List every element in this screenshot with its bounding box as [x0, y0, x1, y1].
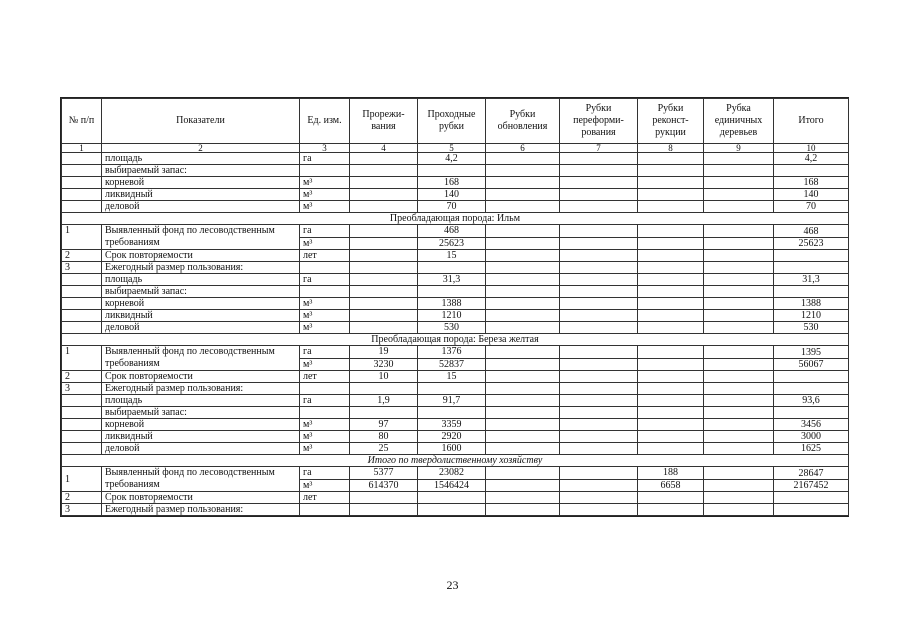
row-label: выбираемый запас:	[102, 165, 300, 177]
table-row	[62, 467, 849, 480]
table-row	[62, 153, 849, 165]
row-unit: м³	[300, 443, 350, 455]
row-number: 2	[62, 250, 102, 262]
cell-value: 614370	[350, 479, 418, 492]
row-label: Ежегодный размер пользования:	[102, 262, 300, 274]
row-number: 1	[62, 467, 102, 492]
row-label: выбираемый запас:	[102, 407, 300, 419]
cell-value: 1546424	[418, 479, 486, 492]
col-number: 3	[300, 144, 350, 153]
table-row	[62, 346, 849, 359]
row-label: деловой	[102, 322, 300, 334]
column-number-row	[62, 144, 849, 153]
cell-value: 97	[350, 419, 418, 431]
table-row	[62, 262, 849, 274]
row-unit: га	[300, 395, 350, 407]
cell-value: 140	[418, 189, 486, 201]
table-row	[62, 201, 849, 213]
col-number: 7	[560, 144, 638, 153]
table-row	[62, 322, 849, 334]
cell-total: 70	[774, 201, 849, 213]
row-unit: лет	[300, 371, 350, 383]
cell-value: 15	[418, 371, 486, 383]
cell-value: 3230	[350, 358, 418, 371]
row-unit: га	[300, 467, 350, 480]
row-unit: м³	[300, 177, 350, 189]
page-number: 23	[446, 578, 459, 592]
row-unit: м³	[300, 189, 350, 201]
col-number: 8	[638, 144, 704, 153]
col-number: 2	[102, 144, 300, 153]
cell-total: 31,3	[774, 274, 849, 286]
row-number: 2	[62, 371, 102, 383]
section-header-row	[62, 455, 849, 467]
row-unit: м³	[300, 419, 350, 431]
section-header-row	[62, 213, 849, 225]
header-thinning: Прорежи-вания	[350, 99, 418, 144]
cell-value: 80	[350, 431, 418, 443]
table-row	[62, 492, 849, 504]
row-unit: м³	[300, 298, 350, 310]
cell-value: 10	[350, 371, 418, 383]
cell-value: 3359	[418, 419, 486, 431]
row-unit: лет	[300, 492, 350, 504]
cell-value: 52837	[418, 358, 486, 371]
row-unit: м³	[300, 322, 350, 334]
section-title-ilm: Преобладающая порода: Ильм	[62, 213, 849, 225]
row-number: 3	[62, 383, 102, 395]
row-label: Срок повторяемости	[102, 250, 300, 262]
cell-value: 1388	[418, 298, 486, 310]
row-label: Выявленный фонд по лесоводственным требованиям	[102, 225, 300, 250]
cell-value: 1600	[418, 443, 486, 455]
row-label: Срок повторяемости	[102, 371, 300, 383]
cell-total: 3000	[774, 431, 849, 443]
table-row	[62, 189, 849, 201]
table-row	[62, 274, 849, 286]
cell-value: 1,9	[350, 395, 418, 407]
cell-total: 468	[774, 225, 849, 238]
table-row	[62, 419, 849, 431]
table-row	[62, 443, 849, 455]
header-single-tree-cuts: Рубка единичных деревьев	[704, 99, 774, 144]
row-number: 3	[62, 262, 102, 274]
header-reconstruction-cuts: Рубки реконст-рукции	[638, 99, 704, 144]
table-row	[62, 250, 849, 262]
table-row	[62, 177, 849, 189]
cell-value: 15	[418, 250, 486, 262]
table-header-row	[62, 99, 849, 144]
row-unit: га	[300, 274, 350, 286]
cell-value: 25	[350, 443, 418, 455]
col-number: 4	[350, 144, 418, 153]
table-row	[62, 298, 849, 310]
table-row	[62, 310, 849, 322]
table-row	[62, 286, 849, 298]
cell-total: 1625	[774, 443, 849, 455]
cell-value: 2920	[418, 431, 486, 443]
cell-value: 6658	[638, 479, 704, 492]
row-label: ликвидный	[102, 431, 300, 443]
cell-total: 25623	[774, 237, 849, 250]
table-row	[62, 504, 849, 516]
row-number: 1	[62, 225, 102, 250]
row-label: площадь	[102, 274, 300, 286]
table-row	[62, 225, 849, 238]
cell-value: 25623	[418, 237, 486, 250]
table-row	[62, 383, 849, 395]
row-unit: га	[300, 153, 350, 165]
row-label: ликвидный	[102, 310, 300, 322]
col-number: 1	[62, 144, 102, 153]
row-unit: м³	[300, 201, 350, 213]
row-unit: га	[300, 346, 350, 359]
section-title-birch: Преобладающая порода: Береза желтая	[62, 334, 849, 346]
cell-total: 2167452	[774, 479, 849, 492]
row-unit: м³	[300, 479, 350, 492]
cell-total: 1388	[774, 298, 849, 310]
cell-total: 93,6	[774, 395, 849, 407]
row-unit: лет	[300, 250, 350, 262]
row-unit: га	[300, 225, 350, 238]
row-number: 1	[62, 346, 102, 371]
row-label: деловой	[102, 443, 300, 455]
header-renewal-cuts: Рубки обновления	[486, 99, 560, 144]
col-number: 6	[486, 144, 560, 153]
cell-value: 23082	[418, 467, 486, 480]
row-label: площадь	[102, 153, 300, 165]
cell-value: 70	[418, 201, 486, 213]
cell-value: 91,7	[418, 395, 486, 407]
table-row	[62, 407, 849, 419]
table-row	[62, 165, 849, 177]
header-total: Итого	[774, 99, 849, 144]
table-row	[62, 371, 849, 383]
row-label: Выявленный фонд по лесоводственным требованиям	[102, 346, 300, 371]
row-number: 3	[62, 504, 102, 516]
forest-use-table-container	[60, 97, 849, 517]
cell-value: 19	[350, 346, 418, 359]
row-label: выбираемый запас:	[102, 286, 300, 298]
row-label: Ежегодный размер пользования:	[102, 383, 300, 395]
table-row	[62, 395, 849, 407]
row-label: площадь	[102, 395, 300, 407]
row-unit: м³	[300, 237, 350, 250]
row-label: корневой	[102, 177, 300, 189]
cell-total: 4,2	[774, 153, 849, 165]
row-label: Ежегодный размер пользования:	[102, 504, 300, 516]
cell-total: 168	[774, 177, 849, 189]
row-unit: м³	[300, 358, 350, 371]
cell-total: 1395	[774, 346, 849, 359]
row-unit: м³	[300, 431, 350, 443]
cell-total: 3456	[774, 419, 849, 431]
cell-value: 31,3	[418, 274, 486, 286]
section-header-row	[62, 334, 849, 346]
cell-value: 168	[418, 177, 486, 189]
row-label: корневой	[102, 419, 300, 431]
cell-value: 188	[638, 467, 704, 480]
cell-total: 530	[774, 322, 849, 334]
cell-value: 468	[418, 225, 486, 238]
cell-value: 530	[418, 322, 486, 334]
cell-total: 56067	[774, 358, 849, 371]
cell-value: 1376	[418, 346, 486, 359]
cell-total: 1210	[774, 310, 849, 322]
cell-value: 1210	[418, 310, 486, 322]
col-number: 5	[418, 144, 486, 153]
header-passing-cuts: Проходные рубки	[418, 99, 486, 144]
header-num: № п/п	[62, 99, 102, 144]
section-title-hardwood: Итого по твердолиственному хозяйству	[62, 455, 849, 467]
cell-value: 5377	[350, 467, 418, 480]
row-label: корневой	[102, 298, 300, 310]
forest-use-table	[61, 98, 849, 516]
header-reformation-cuts: Рубки переформи-рования	[560, 99, 638, 144]
header-unit: Ед. изм.	[300, 99, 350, 144]
table-row	[62, 431, 849, 443]
cell-value: 4,2	[418, 153, 486, 165]
col-number: 10	[774, 144, 849, 153]
col-number: 9	[704, 144, 774, 153]
cell-total: 28647	[774, 467, 849, 480]
cell-total: 140	[774, 189, 849, 201]
row-label: Выявленный фонд по лесоводственным требованиям	[102, 467, 300, 492]
header-indicators: Показатели	[102, 99, 300, 144]
row-number: 2	[62, 492, 102, 504]
row-unit: м³	[300, 310, 350, 322]
row-label: ликвидный	[102, 189, 300, 201]
row-label: Срок повторяемости	[102, 492, 300, 504]
row-label: деловой	[102, 201, 300, 213]
